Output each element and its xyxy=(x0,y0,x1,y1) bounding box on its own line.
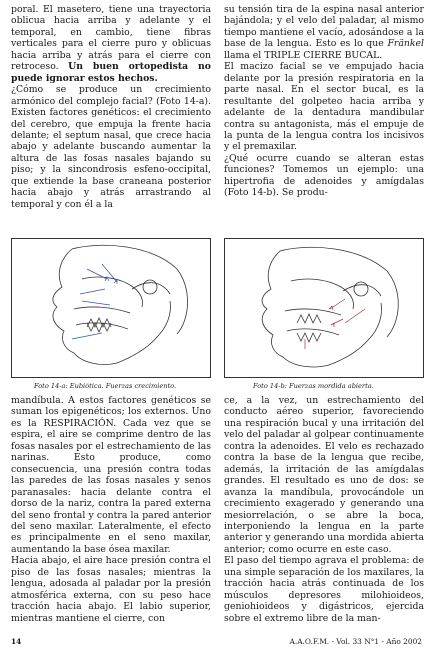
cephalometric-drawing xyxy=(12,239,210,377)
body-text: poral. El masetero, tiene una trayectoria oblicua hacia arriba y adelante y el temporal, en cambio, tiene fibras verticales para el cierre puro y oblicuas hacia arriba y atrás para el cierre con retroceso. xyxy=(11,4,211,73)
column-bottom-left xyxy=(11,395,211,624)
paragraph: ¿Cómo se produce un crecimiento armónico del complejo facial? (Foto 14-a). Existen factores genéticos: el crecimiento del cerebro, que empuja la frente hacia delante; el septum nasal, que crece hacia abajo y adelante buscando aumentar la altura de las fosas nasales bajando su piso; y la sincondrosis esfeno-occipital, que extiende la base craneana posterior hacia abajo y atrás arrastrando al temporal y con él a la xyxy=(11,84,211,210)
figure-cephalometric-tracing-right xyxy=(224,238,424,378)
journal-reference: A.A.O.F.M. - Vol. 33 N°1 - Año 2002 xyxy=(289,637,422,646)
body-text: mandíbula. A estos factores genéticos se suman los epigenéticos; los externos. Uno es la xyxy=(11,395,211,429)
cephalometric-drawing xyxy=(225,239,423,377)
column-bottom-right xyxy=(224,395,424,624)
page-number: 14 xyxy=(11,637,22,646)
column-top-left xyxy=(11,4,211,210)
paragraph: ¿Qué ocurre cuando se alteran estas funciones? Tomemos un ejemplo: una hipertrofia de adenoides y amígdalas (Foto 14-b). Se produ- xyxy=(224,152,424,199)
body-text: su tensión tira de la espina nasal anterior bajándola; y el velo del paladar, al mismo tiempo mantiene el vacío, adosándose a la base de la lengua. Esto es lo que xyxy=(224,4,424,50)
paragraph: El paso del tiempo agrava el problema: de una simple separación de los maxilares, la tracción hacia atrás continuada de los músculos depresores milohioideos, geniohioideos y digástricos, ejercida sobre el extremo libre de la man- xyxy=(224,555,424,624)
figure-cephalometric-tracing-left xyxy=(11,238,211,378)
paragraph xyxy=(11,395,211,555)
paragraph: ce, a la vez, un estrechamiento del conducto aéreo superior, favoreciendo una respiración bucal y una irritación del velo del paladar al golpear continuamente contra la adenoides. El velo es rechazado contra la base de la lengua que recibe, además, la irritación de las amígdalas grandes. El resultado es uno de dos: se avanza la mandíbula, provocándole un crecimiento exagerado y generando una mesiorrelación, o se abre la boca, interponiendo la lengua en la parte anterior y generando una mordida abierta anterior; como ocurre en este caso. xyxy=(224,395,424,555)
figure-caption-left: Foto 14-a: Eubiótica. Fuerzas crecimiento. xyxy=(34,382,177,390)
body-text: . Cada vez que se espira, el aire se comprime dentro de las fosas nasales por el estrechamiento de las narinas. Esto produce, como consecuencia, una presión contra todas las paredes de las fosas nasales y senos paranasales: hacia delante contra el dorso de la nariz, contra la pared externa del seno frontal y contra la pared anterior del seno maxilar. Lateralmente, el efecto es principalmente en el seno maxilar, aumentando la base ósea maxilar. xyxy=(11,417,211,555)
bold-statement: Un buen ortopedista no puede ignorar estos hechos. xyxy=(11,61,211,84)
emphasized-term: RESPIRACIÓN xyxy=(43,417,114,429)
author-name: Fränkel xyxy=(387,38,424,50)
figure-caption-right: Foto 14-b: Fuerzas mordida abierta. xyxy=(253,382,374,390)
body-text: llama el TRIPLE CIERRE BUCAL. xyxy=(224,49,383,61)
column-top-right xyxy=(224,4,424,199)
paragraph: El macizo facial se ve empujado hacia delante por la presión respiratoria en la parte nasal. En el sector bucal, es la resultante del golpeteo hacia arriba y adelante de la dentadura mandibular contra su antagonista, más el empuje de la punta de la lengua contra los incisivos y el premaxilar. xyxy=(224,61,424,153)
paragraph xyxy=(11,4,211,84)
paragraph xyxy=(224,4,424,61)
paragraph: Hacia abajo, el aire hace presión contra el piso de las fosas nasales; mientras la lengua, adosada al paladar por la presión atmosférica externa, con su peso hace tracción hacia abajo. El labio superior, mientras mantiene el cierre, con xyxy=(11,555,211,624)
